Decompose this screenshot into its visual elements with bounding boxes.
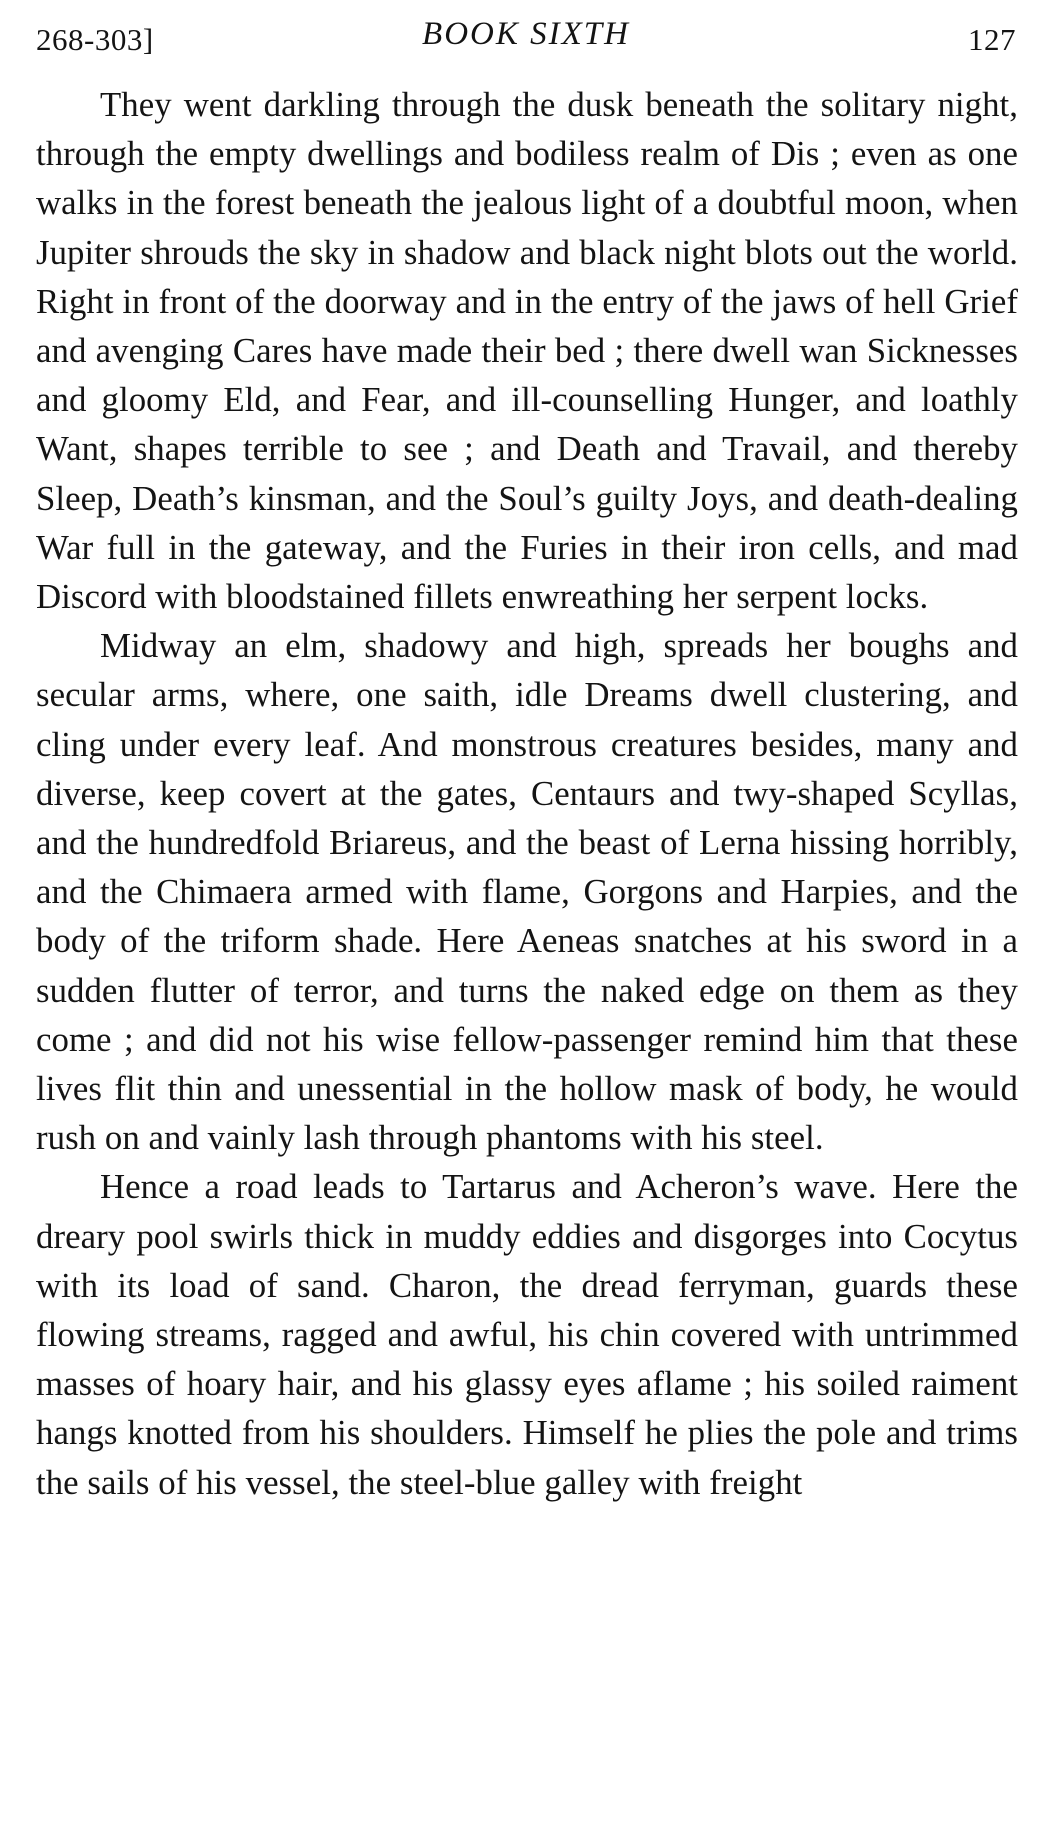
book-title: BOOK SIXTH bbox=[422, 16, 630, 52]
running-header bbox=[36, 14, 1016, 64]
paragraph-1: They went darkling through the dusk beneath the solitary night, through the empty dwellings and bodiless realm of Dis ; even as one walks in the forest beneath the jealous light of a doubtful moon, when Jupiter shrouds the sky in shadow and black night blots out the world. Right in front of the doorway and in the entry of the jaws of hell Grief and avenging Cares have made their bed ; there dwell wan Sicknesses and gloomy Eld, and Fear, and ill-counselling Hunger, and loathly Want, shapes terrible to see ; and Death and Travail, and thereby Sleep, Death’s kinsman, and the Soul’s guilty Joys, and death-dealing War full in the gateway, and the Furies in their iron cells, and mad Discord with bloodstained fillets enwreathing her serpent locks. bbox=[36, 85, 1018, 617]
paragraph-2: Midway an elm, shadowy and high, spreads her boughs and secular arms, where, one saith, idle Dreams dwell clustering, and cling under every leaf. And monstrous creatures besides, many and diverse, keep covert at the gates, Centaurs and twy-shaped Scyllas, and the hundredfold Briareus, and the beast of Lerna hissing horribly, and the Chimaera armed with flame, Gorgons and Harpies, and the body of the triform shade. Here Aeneas snatches at his sword in a sudden flutter of terror, and turns the naked edge on them as they come ; and did not his wise fellow-passenger remind him that these lives flit thin and unessential in the hollow mask of body, he would rush on and vainly lash through phantoms with his steel. bbox=[36, 626, 1018, 1158]
line-range: 268-303] bbox=[36, 22, 154, 57]
body-text bbox=[36, 80, 1018, 1507]
paragraph-3: Hence a road leads to Tartarus and Acheron’s wave. Here the dreary pool swirls thick in muddy eddies and disgorges into Cocytus with its load of sand. Charon, the dread ferryman, guards these flowing streams, ragged and awful, his chin covered with untrimmed masses of hoary hair, and his glassy eyes aflame ; his soiled raiment hangs knotted from his shoulders. Himself he plies the pole and trims the sails of his vessel, the steel-blue galley with freight bbox=[36, 1167, 1018, 1502]
page-number: 127 bbox=[968, 22, 1016, 57]
